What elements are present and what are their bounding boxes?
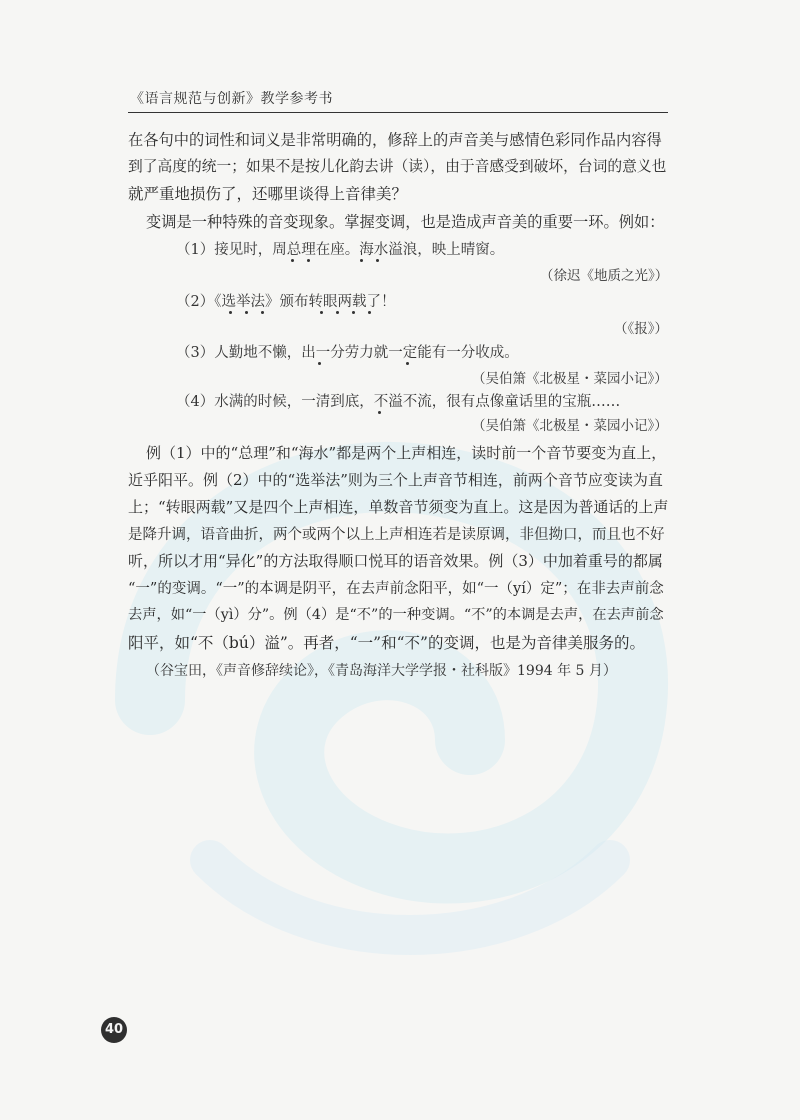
- emphasis-dot: [229, 311, 232, 314]
- emphasis-dot: [320, 311, 323, 314]
- emphasis-dot: [291, 259, 294, 262]
- transition-line: 变调是一种特殊的音变现象。掌握变调，也是造成声音美的重要一环。例如：: [146, 213, 665, 231]
- emphasis-dot: [360, 259, 363, 262]
- analysis-line-5: 听，所以才用“异化”的方法取得顺口悦耳的语音效果。例（3）中加着重号的都属: [128, 552, 663, 570]
- emphasis-dot: [307, 259, 310, 262]
- analysis-line-7: 去声，如“一（yì）分”。例（4）是“不”的一种变调。“不”的本调是去声，在去声前念: [128, 607, 664, 623]
- intro-line-1: 在各句中的词性和词义是非常明确的，修辞上的声音美与感情色彩同作品内容得: [128, 131, 662, 149]
- example-4-text: （4）水满的时候，一清到底，不溢不流，很有点像童话里的宝瓶……: [176, 394, 621, 410]
- running-header: [128, 84, 668, 113]
- emphasis-dot: [368, 311, 371, 314]
- emphasis-dot: [261, 311, 264, 314]
- intro-line-3: 就严重地损伤了，还哪里谈得上音律美？: [128, 185, 408, 203]
- analysis-line-4: 是降升调，语音曲折，两个或两个以上上声相连若是读原调，非但拗口，而且也不好: [128, 527, 665, 543]
- emphasis-dot: [336, 311, 339, 314]
- emphasis-dot: [352, 311, 355, 314]
- running-title: 《语言规范与创新》教学参考书: [130, 91, 333, 107]
- example-2-text: （2）《选举法》颁布转眼两载了！: [176, 294, 396, 310]
- page-number: 40: [101, 1017, 127, 1043]
- example-3-source: （吴伯箫《北极星・菜园小记》）: [472, 371, 668, 387]
- emphasis-dot: [245, 311, 248, 314]
- analysis-line-1: 例（1）中的“总理”和“海水”都是两个上声相连，读时前一个音节要变为直上，: [146, 444, 667, 462]
- example-1-source: （徐迟《地质之光》）: [540, 268, 669, 284]
- example-3-text: （3）人勤地不懒，出一分劳力就一定能有一分收成。: [176, 345, 519, 361]
- emphasis-dot: [406, 362, 409, 365]
- example-1-text: （1）接见时，周总理在座。海水溢浪，映上晴窗。: [176, 242, 505, 258]
- example-4-source: （吴伯箫《北极星・菜园小记》）: [472, 418, 668, 434]
- analysis-line-6: “一”的变调。“一”的本调是阴平，在去声前念阳平，如“一（yí）定”；在非去声前念: [128, 581, 664, 597]
- analysis-line-3: 上；“转眼两载”又是四个上声相连，单数音节须变为直上。这是因为普通话的上声: [128, 498, 669, 516]
- analysis-line-2: 近乎阳平。例（2）中的“选举法”则为三个上声音节相连，前两个音节应变读为直: [128, 471, 663, 489]
- analysis-line-8: 阳平，如“不（bú）溢”。再者，“一”和“不”的变调，也是为音律美服务的。: [128, 634, 645, 652]
- intro-line-2: 到了高度的统一；如果不是按儿化韵去讲（读），由于音感受到破坏，台词的意义也: [128, 158, 667, 175]
- emphasis-dot: [318, 362, 321, 365]
- example-2-source: （《报》）: [614, 321, 668, 337]
- emphasis-dot: [376, 259, 379, 262]
- citation: （谷宝田，《声音修辞续论》，《青岛海洋大学学报・社科版》1994 年 5 月）: [146, 663, 617, 679]
- emphasis-dot: [378, 411, 381, 414]
